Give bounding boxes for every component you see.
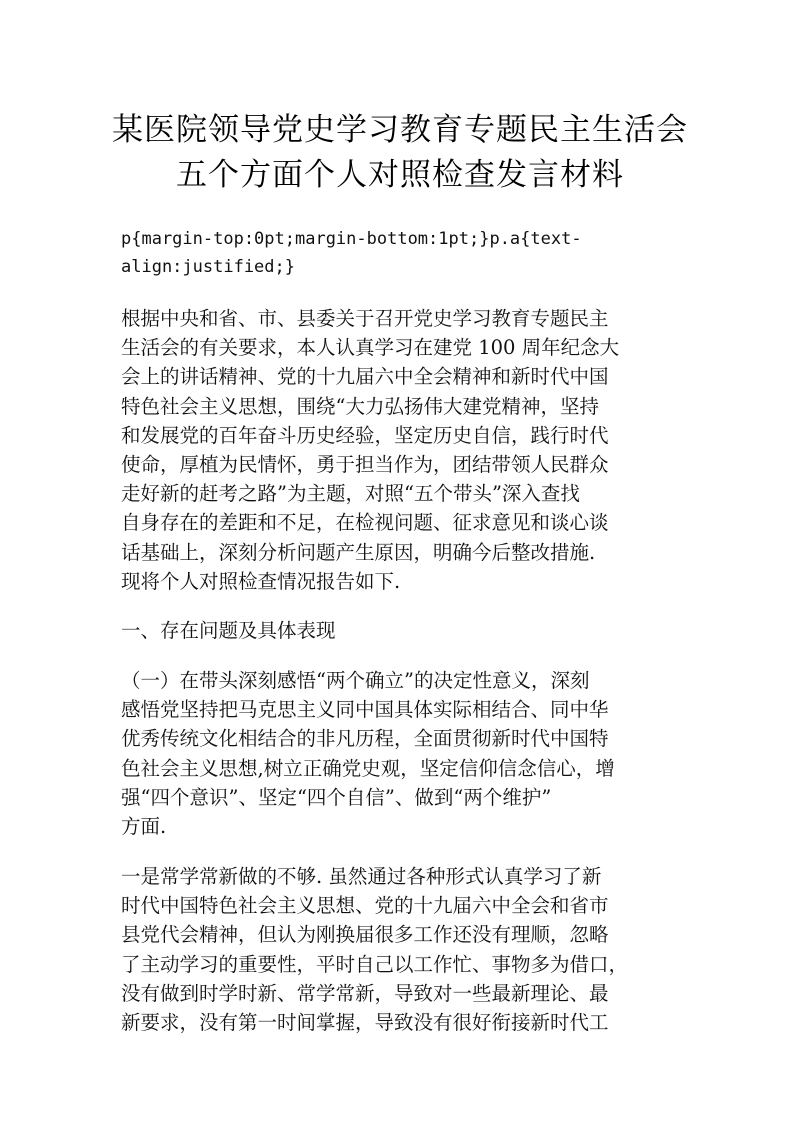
point-one-line: 了主动学习的重要性，平时自己以工作忙、事物多为借口， <box>121 952 629 976</box>
subsection-paragraph <box>121 666 691 841</box>
point-one-line: 新要求，没有第一时间掌握，导致没有很好衔接新时代工 <box>121 1010 609 1034</box>
subsection-line: 色社会主义思想,树立正确党史观，坚定信仰信念信心，增 <box>121 756 615 780</box>
section-heading <box>121 616 691 645</box>
title-line-2: 五个方面个人对照检查发言材料 <box>176 157 624 193</box>
point-one-line: 一是常学常新做的不够. 虽然通过各种形式认真学习了新 <box>121 865 602 888</box>
intro-line: 话基础上，深刻分析问题产生原因，明确今后整改措施. <box>121 540 596 564</box>
intro-paragraph <box>121 304 691 596</box>
intro-line: 使命，厚植为民情怀，勇于担当作为，团结带领人民群众 <box>121 452 609 476</box>
intro-line: 走好新的赶考之路”为主题，对照“五个带头”深入查找 <box>121 482 580 506</box>
intro-line: 根据中央和省、市、县委关于召开党史学习教育专题民主 <box>121 307 609 330</box>
intro-line: 生活会的有关要求，本人认真学习在建党 100 周年纪念大 <box>121 336 620 360</box>
title-line-1: 某医院领导党史学习教育专题民主生活会 <box>112 112 688 148</box>
subsection-line: （一）在带头深刻感悟“两个确立”的决定性意义，深刻 <box>121 669 590 692</box>
intro-line: 特色社会主义思想，围绕“大力弘扬伟大建党精神，坚持 <box>121 394 599 418</box>
css-artifact-line-1: p{margin-top:0pt;margin-bottom:1pt;}p.a{text- <box>121 229 582 249</box>
intro-line: 现将个人对照检查情况报告如下. <box>121 569 401 593</box>
document-title <box>0 108 800 198</box>
point-one-line: 没有做到时学时新、常学常新，导致对一些最新理论、最 <box>121 981 609 1005</box>
point-one-paragraph <box>121 862 691 1037</box>
section-heading-text: 一、存在问题及具体表现 <box>121 619 336 642</box>
intro-line: 自身存在的差距和不足，在检视问题、征求意见和谈心谈 <box>121 511 609 535</box>
css-artifact-line-2: align:justified;} <box>121 257 295 277</box>
subsection-line: 感悟党坚持把马克思主义同中国具体实际相结合、同中华 <box>121 698 609 722</box>
subsection-line: 强“四个意识”、坚定“四个自信”、做到“两个维护” <box>121 785 552 809</box>
intro-line: 会上的讲话精神、党的十九届六中全会精神和新时代中国 <box>121 365 609 389</box>
point-one-line: 时代中国特色社会主义思想、党的十九届六中全会和省市 <box>121 894 609 918</box>
intro-line: 和发展党的百年奋斗历史经验，坚定历史自信，践行时代 <box>121 423 609 447</box>
subsection-line: 方面. <box>121 814 167 838</box>
point-one-line: 县党代会精神，但认为刚换届很多工作还没有理顺，忽略 <box>121 923 609 947</box>
subsection-line: 优秀传统文化相结合的非凡历程，全面贯彻新时代中国特 <box>121 727 609 751</box>
